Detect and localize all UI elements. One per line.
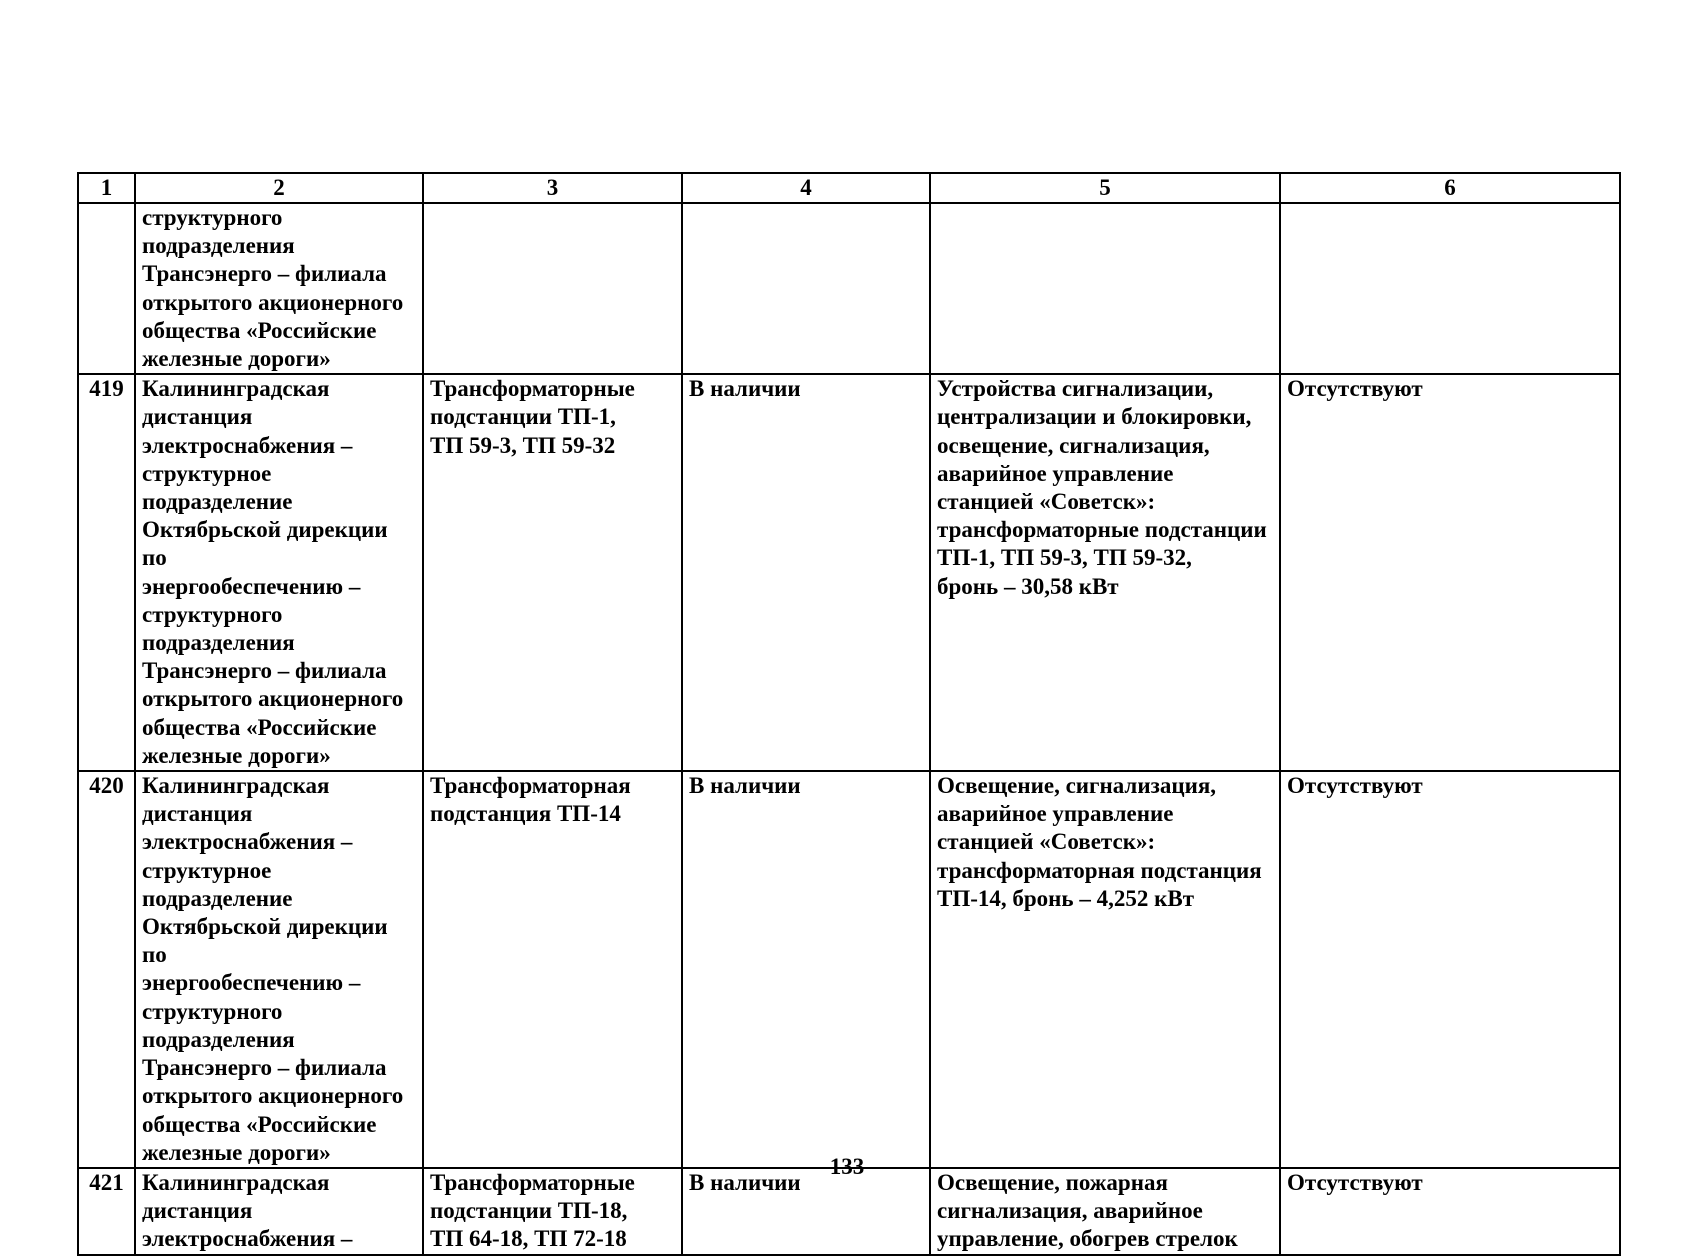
- organization-cell: Калининградская дистанция электроснабжения –: [135, 1168, 423, 1255]
- status-cell: В наличии: [682, 771, 930, 1168]
- organization-cell: Калининградская дистанция электроснабжения – структурное подразделение Октябрьской дирекции по энергообеспечению – структурного подразделения Трансэнерго – филиала открытого акционерного общества «Российские железные дороги»: [135, 771, 423, 1168]
- column-header-5: 5: [930, 173, 1280, 203]
- object-cell: [423, 203, 682, 374]
- table-row: [78, 374, 1620, 771]
- status-cell: В наличии: [682, 1168, 930, 1255]
- object-cell: Трансформаторная подстанция ТП-14: [423, 771, 682, 1168]
- table-row: [78, 771, 1620, 1168]
- status-cell: [682, 203, 930, 374]
- column-header-2: 2: [135, 173, 423, 203]
- row-number-cell: [78, 203, 135, 374]
- consumers-cell: Освещение, пожарная сигнализация, аварийное управление, обогрев стрелок: [930, 1168, 1280, 1255]
- table-row: [78, 203, 1620, 374]
- consumers-cell: Устройства сигнализации, централизации и блокировки, освещение, сигнализация, аварийное управление станцией «Советск»: трансформаторные подстанции ТП-1, ТП 59-3, ТП 59-32, бронь – 30,58 кВт: [930, 374, 1280, 771]
- column-header-3: 3: [423, 173, 682, 203]
- notes-cell: [1280, 203, 1620, 374]
- object-cell: Трансформаторные подстанции ТП-1, ТП 59-3, ТП 59-32: [423, 374, 682, 771]
- data-table: [77, 172, 1621, 1256]
- organization-cell: Калининградская дистанция электроснабжения – структурное подразделение Октябрьской дирекции по энергообеспечению – структурного подразделения Трансэнерго – филиала открытого акционерного общества «Российские железные дороги»: [135, 374, 423, 771]
- status-cell: В наличии: [682, 374, 930, 771]
- table-row: [78, 1168, 1620, 1255]
- row-number-cell: 419: [78, 374, 135, 771]
- column-header-6: 6: [1280, 173, 1620, 203]
- object-cell: Трансформаторные подстанции ТП-18, ТП 64-18, ТП 72-18: [423, 1168, 682, 1255]
- page-number: 133: [829, 1154, 865, 1179]
- table-header-row: [78, 173, 1620, 203]
- consumers-cell: Освещение, сигнализация, аварийное управление станцией «Советск»: трансформаторная подстанция ТП-14, бронь – 4,252 кВт: [930, 771, 1280, 1168]
- notes-cell: Отсутствуют: [1280, 1168, 1620, 1255]
- consumers-cell: [930, 203, 1280, 374]
- column-header-1: 1: [78, 173, 135, 203]
- column-header-4: 4: [682, 173, 930, 203]
- row-number-cell: 420: [78, 771, 135, 1168]
- organization-cell: структурного подразделения Трансэнерго – филиала открытого акционерного общества «Российские железные дороги»: [135, 203, 423, 374]
- notes-cell: Отсутствуют: [1280, 771, 1620, 1168]
- notes-cell: Отсутствуют: [1280, 374, 1620, 771]
- row-number-cell: 421: [78, 1168, 135, 1255]
